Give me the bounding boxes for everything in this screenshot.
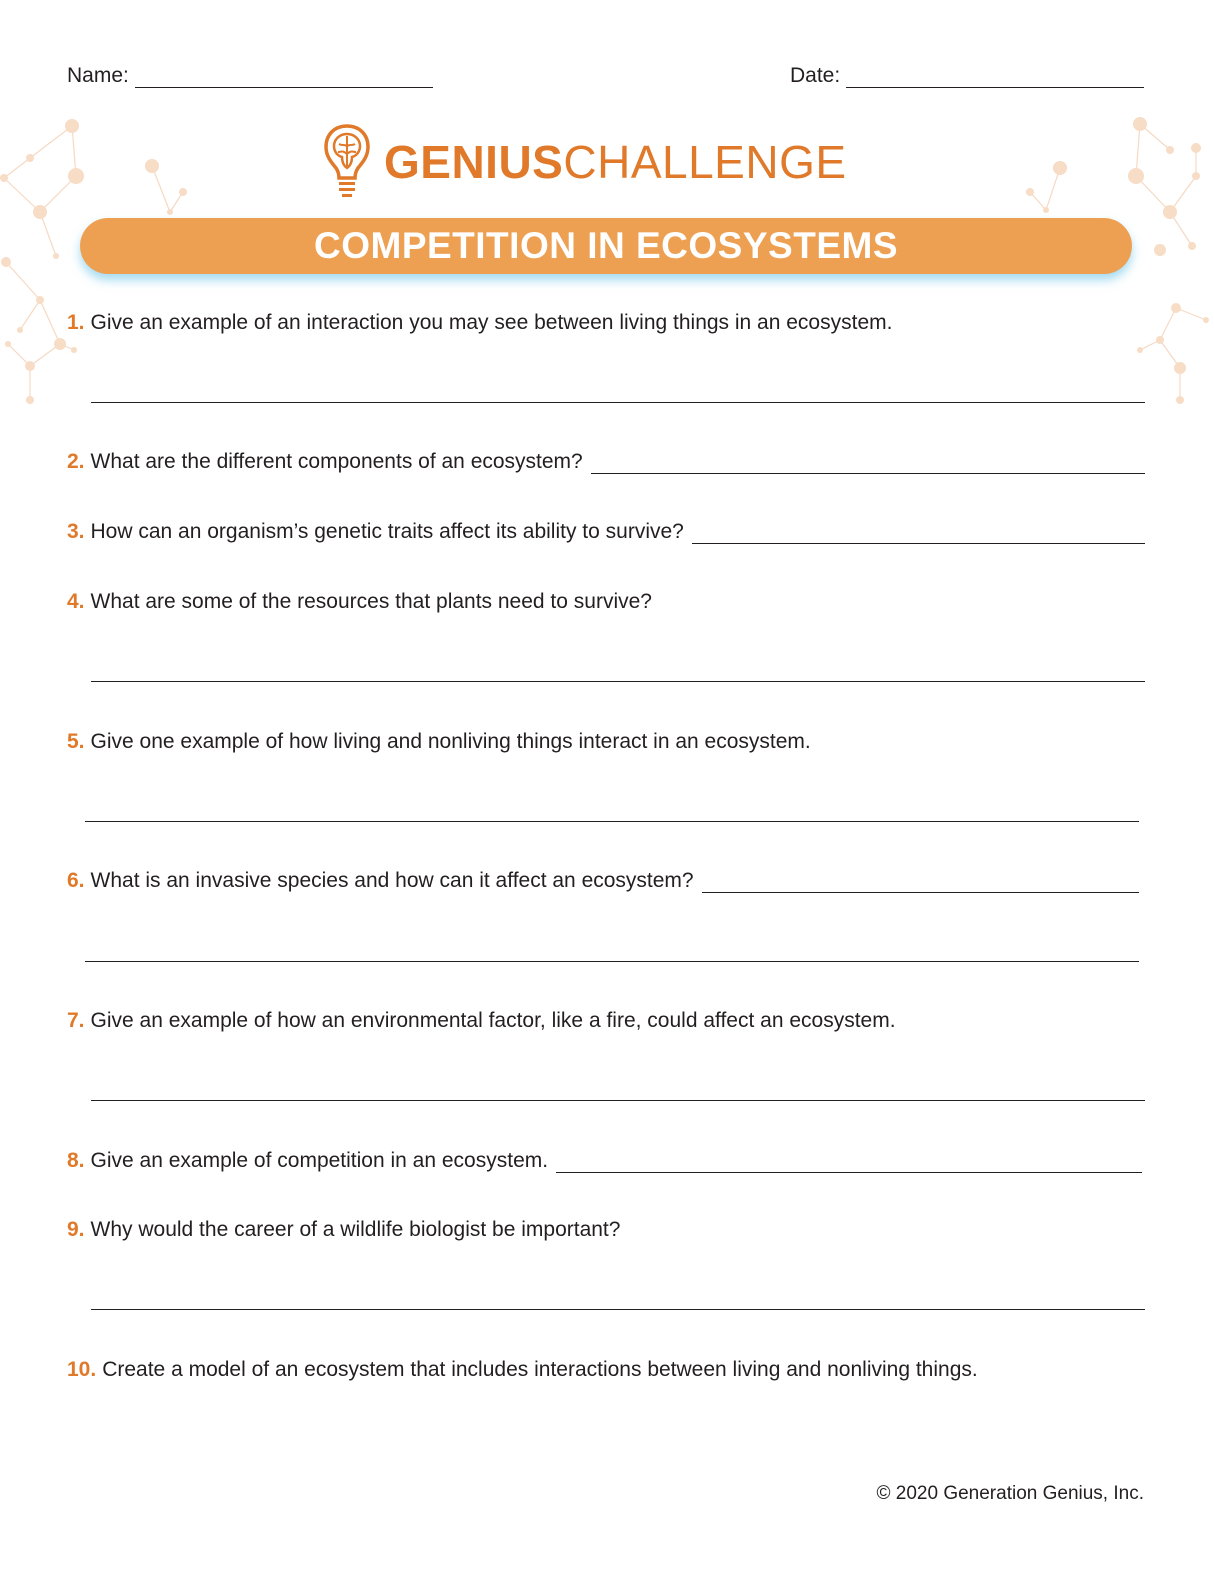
question-text: Create a model of an ecosystem that includes interactions between living and nonliving things. bbox=[102, 1358, 978, 1381]
answer-line-1[interactable] bbox=[91, 402, 1145, 403]
question-text: Give one example of how living and nonliving things interact in an ecosystem. bbox=[90, 730, 811, 753]
question-text: Why would the career of a wildlife biologist be important? bbox=[90, 1218, 621, 1241]
question-text: Give an example of competition in an ecosystem. bbox=[90, 1149, 549, 1172]
question-4 bbox=[67, 590, 652, 614]
lightbulb-brain-icon bbox=[322, 122, 372, 202]
logo-wordmark bbox=[384, 136, 847, 188]
worksheet-title: COMPETITION IN ECOSYSTEMS bbox=[314, 225, 898, 266]
question-number: 4. bbox=[67, 590, 85, 613]
question-7 bbox=[67, 1009, 896, 1033]
name-blank-line[interactable] bbox=[135, 65, 433, 88]
question-number: 10. bbox=[67, 1358, 97, 1381]
question-6 bbox=[67, 869, 1139, 893]
name-label: Name: bbox=[67, 64, 129, 87]
answer-line-8[interactable] bbox=[556, 1152, 1142, 1173]
question-9 bbox=[67, 1218, 620, 1242]
date-field[interactable] bbox=[790, 64, 1144, 88]
question-text: How can an organism’s genetic traits affect its ability to survive? bbox=[90, 520, 684, 543]
question-text: What is an invasive species and how can it affect an ecosystem? bbox=[90, 869, 694, 892]
date-label: Date: bbox=[790, 64, 841, 87]
question-3 bbox=[67, 520, 1145, 544]
question-1 bbox=[67, 311, 892, 335]
answer-line-5[interactable] bbox=[85, 821, 1139, 822]
question-number: 8. bbox=[67, 1149, 85, 1172]
answer-line-2[interactable] bbox=[591, 453, 1145, 474]
logo-word-challenge: CHALLENGE bbox=[563, 136, 847, 188]
question-number: 7. bbox=[67, 1009, 85, 1032]
title-banner bbox=[80, 218, 1132, 274]
answer-line-6b[interactable] bbox=[85, 961, 1139, 962]
question-number: 3. bbox=[67, 520, 85, 543]
question-8 bbox=[67, 1149, 1142, 1173]
answer-line-3[interactable] bbox=[692, 523, 1145, 544]
answer-line-7[interactable] bbox=[91, 1100, 1145, 1101]
question-number: 1. bbox=[67, 311, 85, 334]
question-5 bbox=[67, 730, 811, 754]
genius-challenge-logo bbox=[322, 122, 847, 202]
answer-line-6a[interactable] bbox=[702, 872, 1139, 893]
question-text: Give an example of an interaction you may see between living things in an ecosystem. bbox=[90, 311, 893, 334]
question-text: What are some of the resources that plants need to survive? bbox=[90, 590, 652, 613]
name-field[interactable] bbox=[67, 64, 433, 88]
question-10 bbox=[67, 1358, 978, 1382]
question-number: 6. bbox=[67, 869, 85, 892]
question-text: Give an example of how an environmental factor, like a fire, could affect an ecosystem. bbox=[90, 1009, 896, 1032]
date-blank-line[interactable] bbox=[846, 65, 1144, 88]
copyright-notice: © 2020 Generation Genius, Inc. bbox=[876, 1483, 1144, 1504]
question-number: 9. bbox=[67, 1218, 85, 1241]
logo-word-genius: GENIUS bbox=[384, 136, 564, 188]
answer-line-9[interactable] bbox=[91, 1309, 1145, 1310]
answer-line-4[interactable] bbox=[91, 681, 1145, 682]
question-text: What are the different components of an ecosystem? bbox=[90, 450, 583, 473]
question-2 bbox=[67, 450, 1145, 474]
question-number: 2. bbox=[67, 450, 85, 473]
question-number: 5. bbox=[67, 730, 85, 753]
